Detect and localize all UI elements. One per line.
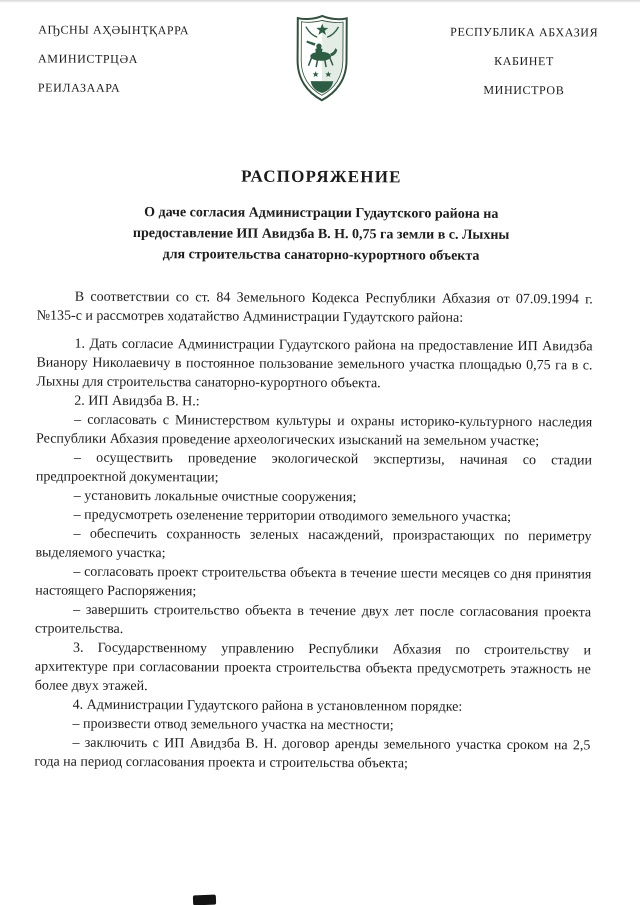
clause-2-sub-1: – согласовать с Министерством культуры и охраны историко-культурного наследия Республики Абхазия проведение археологических изысканий на земельном участке;	[36, 412, 593, 450]
document-title: РАСПОРЯЖЕНИЕ	[241, 166, 402, 187]
clause-2-sub-4: – предусмотреть озеленение территории отводимого земельного участка;	[73, 507, 512, 526]
clause-4-sub-1: – произвести отвод земельного участка на местности;	[72, 716, 394, 734]
clause-1: 1. Дать согласие Администрации Гудаутского района на предоставление ИП Авидзба Вианору Николаевичу в постоянное пользование земельного участка площадью 0,75 га в с. Лыхны для строительства санаторно-курортного объекта.	[36, 336, 593, 392]
clause-2: 2. ИП Авидзба В. Н.:	[74, 393, 200, 410]
scan-artifact-bottom-mark	[193, 895, 216, 905]
scan-artifact-top-edge	[0, 0, 640, 3]
document-subject-line-3: для строительства санаторно-курортного объекта	[162, 247, 480, 264]
letterhead-russian-line-1: РЕСПУБЛИКА АБХАЗИЯ	[450, 24, 599, 40]
document-body	[0, 287, 640, 774]
letterhead-abkhaz-line-2: АМИНИСТРЦӘА	[38, 51, 139, 67]
clause-4: 4. Администрации Гудаутского района в установленном порядке:	[72, 697, 463, 715]
abkhazia-coat-of-arms-icon	[293, 13, 351, 104]
letterhead	[2, 0, 640, 114]
letterhead-abkhaz-block	[38, 16, 189, 104]
letterhead-abkhaz-line-3: РЕИЛАЗААРА	[37, 80, 121, 95]
clause-2-sub-6: – согласовать проект строительства объекта в течение шести месяцев со дня принятия настоящего Распоряжения;	[35, 564, 592, 600]
coat-of-arms	[293, 13, 351, 104]
clause-2-sub-2: – осуществить проведение экологической экспертизы, начиная со стадии предпроектной документации;	[35, 450, 592, 486]
clause-2-sub-3: – установить локальные очистные сооружения;	[73, 488, 357, 506]
preamble: В соответствии со ст. 84 Земельного Кодекса Республики Абхазия от 07.09.1994 г. №135-с и рассмотрев ходатайство Администрации Гудаутского района:	[36, 289, 593, 326]
letterhead-russian-line-2: КАБИНЕТ	[494, 53, 554, 69]
document-subject-line-1: О даче согласия Администрации Гудаутского района на	[144, 205, 499, 222]
letterhead-russian-block	[450, 18, 598, 106]
letterhead-abkhaz-line-1: АҦСНЫ АҲӘЫНҬҚАРРА	[38, 22, 190, 38]
document-subject-line-2: предоставление ИП Авидзба В. Н. 0,75 га земли в с. Лыхны	[132, 226, 510, 243]
clause-3: 3. Государственному управлению Республики Абхазия по строительству и архитектуре при согласовании проекта строительства объекта предусмотреть этажность не более двух этажей.	[34, 640, 592, 695]
clause-2-sub-7: – завершить строительство объекта в течение двух лет после согласования проекта строительства.	[35, 602, 592, 637]
clause-2-sub-5: – обеспечить сохранность зеленых насаждений, произрастающих по периметру выделяемого участка;	[35, 526, 592, 562]
letterhead-russian-line-3: МИНИСТРОВ	[483, 82, 565, 98]
document-subject	[1, 201, 640, 267]
clause-4-sub-2: – заключить с ИП Авидзба В. Н. договор аренды земельного участка сроком на 2,5 года на период согласования проекта и строительства объекта;	[34, 735, 591, 772]
